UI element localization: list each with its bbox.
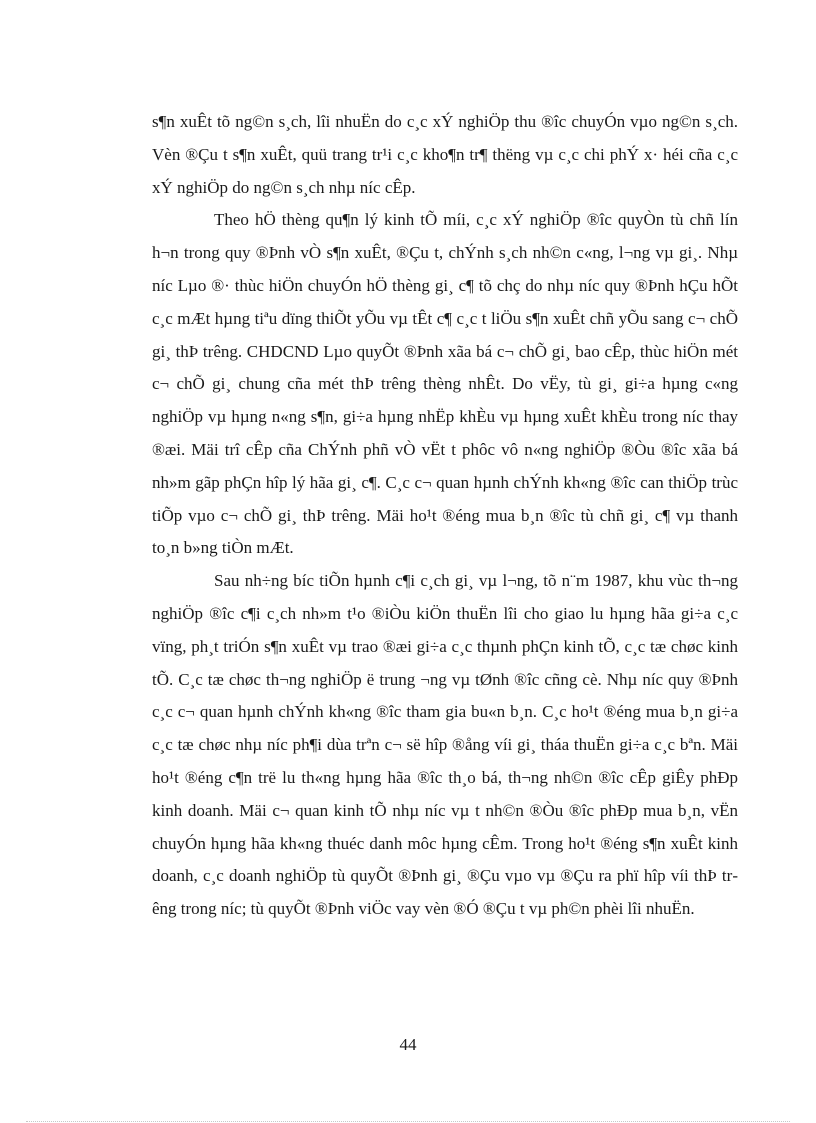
paragraph-trade-reform: Sau nh÷ng bíc tiÕn hµnh c¶i c¸ch gi¸ vµ l¬ng, tõ n¨m 1987, khu vùc th¬ng nghiÖp ®îc c¶i c¸ch nh»m t¹o ®iÒu kiÖn thuËn lîi cho giao lu hµng hãa gi÷a c¸c vïng, ph¸t triÓn s¶n xuÊt vµ trao ®æi gi÷a c¸c thµnh phÇn kinh tÕ, c¸c tæ chøc kinh tÕ. C¸c tæ chøc th¬ng nghiÖp ë trung ¬ng vµ tØnh ®îc cñng cè. Nhµ níc quy ®Þnh c¸c c¬ quan hµnh chÝnh kh«ng ®îc tham gia bu«n b¸n. C¸c ho¹t ®éng mua b¸n gi÷a c¸c tæ chøc nhµ níc ph¶i dùa trªn c¬ së hîp ®ång víi gi¸ tháa thuËn gi÷a c¸c bªn. Mäi ho¹t ®éng c¶n trë lu th«ng hµng hãa ®îc th¸o bá, th¬ng nh©n ®îc cÊp giÊy phÐp kinh doanh. Mäi c¬ quan kinh tÕ nhµ níc vµ t nh©n ®Òu ®îc phÐp mua b¸n, vËn chuyÓn hµng hãa kh«ng thuéc danh môc hµng cÊm. Trong ho¹t ®éng s¶n xuÊt kinh doanh, c¸c doanh nghiÖp tù quyÕt ®Þnh gi¸ ®Çu vµo vµ ®Çu ra phï hîp víi thÞ trêng trong níc; tù quyÕt ®Þnh viÖc vay vèn ®Ó ®Çu t vµ ph©n phèi lîi nhuËn. <box>152 571 738 919</box>
paragraph-price-reform: Theo hÖ thèng qu¶n lý kinh tÕ míi, c¸c xÝ nghiÖp ®îc quyÒn tù chñ lín h¬n trong quy ®Þnh vÒ s¶n xuÊt, ®Çu t, chÝnh s¸ch nh©n c«ng, l¬ng vµ gi¸. Nhµ níc Lµo ®· thùc hiÖn chuyÓn hÖ thèng gi¸ c¶ tõ chç do nhµ níc quy ®Þnh hÇu hÕt c¸c mÆt hµng tiªu dïng thiÕt yÕu vµ tÊt c¶ c¸c t liÖu s¶n xuÊt chñ yÕu sang c¬ chÕ gi¸ thÞ trêng. CHDCND Lµo quyÕt ®Þnh xãa bá c¬ chÕ gi¸ bao cÊp, thùc hiÖn mét c¬ chÕ gi¸ chung cña mét thÞ trêng thèng nhÊt. Do vËy, tù gi¸ gi÷a hµng c«ng nghiÖp vµ hµng n«ng s¶n, gi÷a hµng nhËp khÈu vµ hµng xuÊt khÈu trong níc thay ®æi. Mäi trî cÊp cña ChÝnh phñ vÒ vËt t phôc vô n«ng nghiÖp ®Òu ®îc xãa bá nh»m gãp phÇn hîp lý hãa gi¸ c¶. C¸c c¬ quan hµnh chÝnh kh«ng ®îc can thiÖp trùc tiÕp vµo c¬ chÕ gi¸ thÞ trêng. Mäi ho¹t ®éng mua b¸n ®îc tù chñ gi¸ c¶ vµ thanh to¸n b»ng tiÒn mÆt. <box>152 210 738 558</box>
body-text <box>152 106 738 926</box>
paragraph-continuation: s¶n xuÊt tõ ng©n s¸ch, lîi nhuËn do c¸c xÝ nghiÖp thu ®îc chuyÓn vµo ng©n s¸ch. Vèn ®Çu t s¶n xuÊt, quü trang tr¹i c¸c kho¶n tr¶ thëng vµ c¸c chi phÝ x· héi cña c¸c xÝ nghiÖp do ng©n s¸ch nhµ níc cÊp. <box>152 112 738 197</box>
footer-divider <box>26 1121 790 1122</box>
page-number: 44 <box>399 1035 417 1054</box>
